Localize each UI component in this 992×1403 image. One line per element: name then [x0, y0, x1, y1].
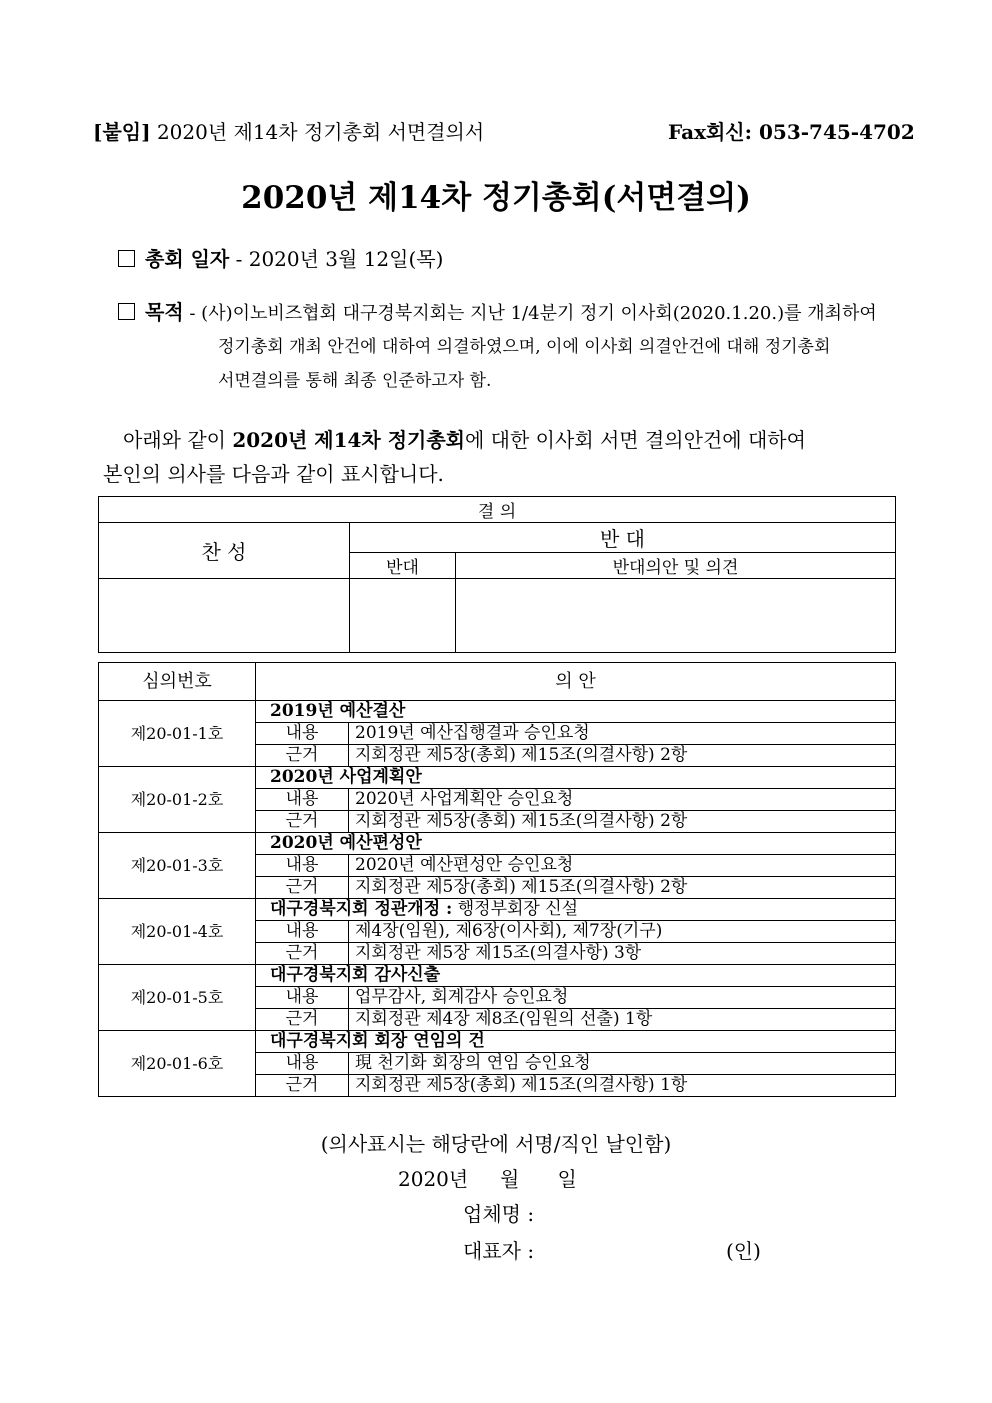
- agenda-content: 제4장(임원), 제6장(이사회), 제7장(기구): [349, 921, 896, 943]
- meeting-date-section: [118, 243, 443, 272]
- oppose-header: 반 대: [350, 523, 896, 553]
- representative-label: 대표자 :: [463, 1239, 535, 1263]
- purpose-line-3: 서면결의를 통해 최종 인준하고자 함.: [218, 371, 492, 391]
- fax-reply: [668, 116, 915, 145]
- attachment-title: 2020년 제14차 정기총회 서면결의서: [156, 120, 485, 144]
- agenda-title: [256, 1031, 896, 1053]
- agenda-content: 現 천기화 회장의 연임 승인요청: [349, 1053, 896, 1075]
- oppose-signature-cell[interactable]: [350, 579, 456, 653]
- attachment-heading: [93, 116, 484, 145]
- intro-pre: 아래와 같이: [123, 428, 233, 452]
- basis-label: 근거: [256, 1075, 349, 1097]
- purpose-section: [118, 296, 877, 325]
- agenda-col-header: 의 안: [256, 663, 896, 701]
- purpose-line-2: 정기총회 개최 안건에 대하여 의결하였으며, 이에 이사회 의결안건에 대해 정기총회: [218, 337, 831, 357]
- agenda-title: [256, 767, 896, 789]
- checkbox-square-icon: [118, 250, 135, 267]
- vote-header: 결 의: [99, 497, 896, 523]
- fax-number: 053-745-4702: [758, 120, 915, 144]
- agenda-title-text: 2020년 예산편성안: [270, 833, 422, 853]
- fax-label: Fax회신:: [668, 120, 753, 144]
- agenda-content: 2019년 예산집행결과 승인요청: [349, 723, 896, 745]
- oppose-col-header: 반대: [350, 553, 456, 579]
- agenda-number: 제20-01-3호: [99, 833, 256, 899]
- agenda-basis: 지회정관 제4장 제8조(임원의 선출) 1항: [349, 1009, 896, 1031]
- basis-label: 근거: [256, 811, 349, 833]
- agenda-basis: 지회정관 제5장(총회) 제15조(의결사항) 2항: [349, 877, 896, 899]
- agenda-title-text: 2020년 사업계획안: [270, 767, 422, 787]
- intro-post: 에 대한 이사회 서면 결의안건에 대하여: [465, 428, 806, 452]
- purpose-label: 목적: [145, 300, 184, 324]
- opinion-cell[interactable]: [456, 579, 896, 653]
- agenda-title: [256, 701, 896, 723]
- date-line: 2020년 월 일: [398, 1167, 577, 1191]
- content-label: 내용: [256, 789, 349, 811]
- document-title: 2020년 제14차 정기총회(서면결의): [241, 180, 751, 216]
- company-label: 업체명 :: [463, 1202, 535, 1226]
- agenda-title-text: 대구경북지회 정관개정 :: [270, 899, 453, 919]
- intro-line-1: [123, 424, 806, 453]
- basis-label: 근거: [256, 1009, 349, 1031]
- agenda-title: [256, 965, 896, 987]
- agenda-title-row: [99, 899, 896, 921]
- agenda-number: 제20-01-2호: [99, 767, 256, 833]
- agenda-title-row: [99, 833, 896, 855]
- content-label: 내용: [256, 987, 349, 1009]
- agenda-title-row: [99, 767, 896, 789]
- meeting-date-label: 총회 일자: [145, 247, 230, 271]
- agenda-basis: 지회정관 제5장(총회) 제15조(의결사항) 2항: [349, 811, 896, 833]
- checkbox-square-icon: [118, 303, 135, 320]
- agenda-number: 제20-01-6호: [99, 1031, 256, 1097]
- basis-label: 근거: [256, 745, 349, 767]
- basis-label: 근거: [256, 877, 349, 899]
- meeting-date-value: - 2020년 3월 12일(목): [235, 247, 444, 271]
- content-label: 내용: [256, 723, 349, 745]
- agenda-title-text: 대구경북지회 감사신출: [270, 965, 441, 985]
- agenda-title-text: 대구경북지회 회장 연임의 건: [270, 1031, 485, 1051]
- agree-signature-cell[interactable]: [99, 579, 350, 653]
- agenda-table: [98, 662, 896, 1097]
- agenda-basis: 지회정관 제5장(총회) 제15조(의결사항) 1항: [349, 1075, 896, 1097]
- agenda-title: [256, 833, 896, 855]
- number-col-header: 심의번호: [99, 663, 256, 701]
- content-label: 내용: [256, 1053, 349, 1075]
- agenda-number: 제20-01-5호: [99, 965, 256, 1031]
- agenda-basis: 지회정관 제5장 제15조(의결사항) 3항: [349, 943, 896, 965]
- opinion-col-header: 반대의안 및 의견: [456, 553, 896, 579]
- intro-bold: 2020년 제14차 정기총회: [232, 428, 465, 452]
- intro-line-2: 본인의 의사를 다음과 같이 표시합니다.: [103, 462, 444, 486]
- signature-note: (의사표시는 해당란에 서명/직인 날인함): [320, 1132, 672, 1156]
- agenda-title-row: [99, 701, 896, 723]
- agenda-title-row: [99, 1031, 896, 1053]
- agree-header: 찬 성: [99, 523, 350, 579]
- content-label: 내용: [256, 921, 349, 943]
- agenda-title-row: [99, 965, 896, 987]
- agenda-number: 제20-01-4호: [99, 899, 256, 965]
- agenda-content: 2020년 사업계획안 승인요청: [349, 789, 896, 811]
- agenda-number: 제20-01-1호: [99, 701, 256, 767]
- attachment-tag: [붙임]: [93, 120, 151, 144]
- basis-label: 근거: [256, 943, 349, 965]
- agenda-title-extra: 행정부회장 신설: [452, 899, 579, 919]
- agenda-content: 업무감사, 회계감사 승인요청: [349, 987, 896, 1009]
- content-label: 내용: [256, 855, 349, 877]
- agenda-title: [256, 899, 896, 921]
- vote-table: [98, 496, 896, 653]
- agenda-title-text: 2019년 예산결산: [270, 701, 406, 721]
- seal-mark: (인): [726, 1239, 761, 1263]
- purpose-line-1: - (사)이노비즈협회 대구경북지회는 지난 1/4분기 정기 이사회(2020.1.20.)를 개최하여: [189, 303, 877, 324]
- agenda-content: 2020년 예산편성안 승인요청: [349, 855, 896, 877]
- agenda-basis: 지회정관 제5장(총회) 제15조(의결사항) 2항: [349, 745, 896, 767]
